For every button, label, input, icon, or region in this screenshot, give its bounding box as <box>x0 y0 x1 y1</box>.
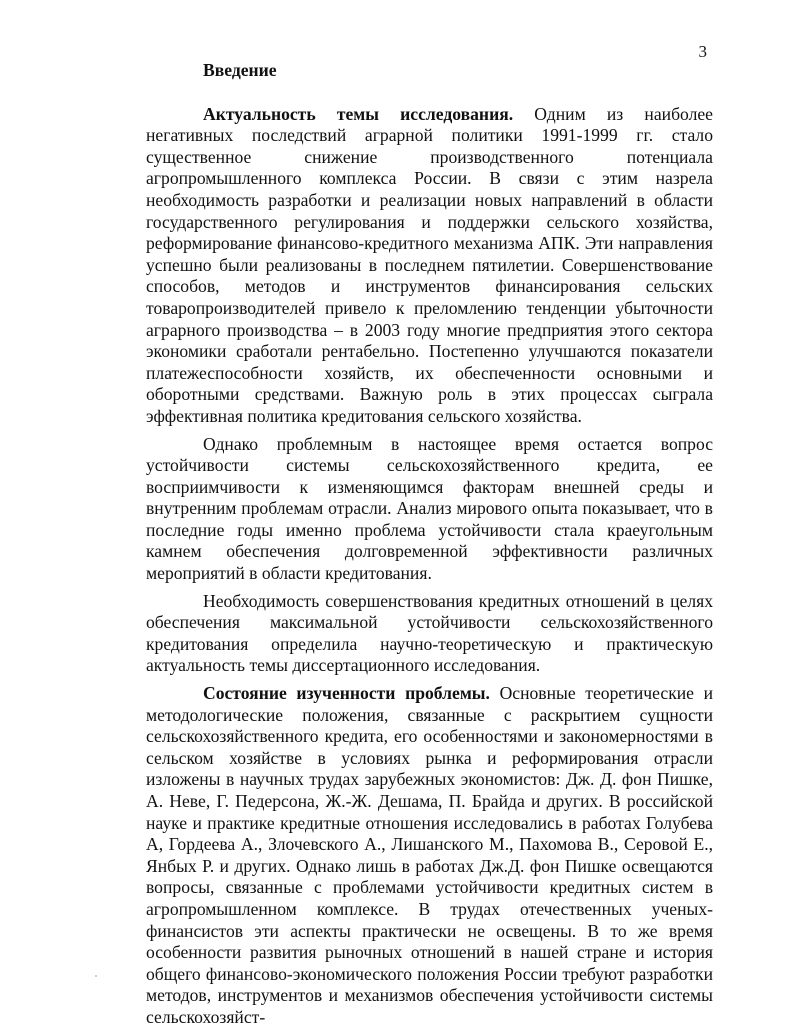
paragraph-relevance <box>146 104 713 428</box>
paragraph-lead: Актуальность темы исследования. <box>203 103 514 124</box>
page-number: 3 <box>698 42 707 61</box>
body-text <box>146 60 713 1035</box>
paragraph-lead: Состояние изученности проблемы. <box>203 683 490 704</box>
paragraph-text: Однако проблемным в настоящее время остается вопрос устойчивости системы сельскохозяйственного кредита, ее восприимчивости к изменяющимся факторам внешней среды и внутренним проблемам отрасли. Анализ мирового опыта показывает, что в последние годы именно проблема устойчивости стала краеугольным камнем обеспечения долговременной эффективности различных мероприятий в области кредитования. <box>146 433 713 584</box>
paragraph-necessity <box>146 591 713 677</box>
paragraph-text: Одним из наиболее негативных последствий аграрной политики 1991-1999 гг. стало существенное снижение производственного потенциала агропромышленного комплекса России. В связи с этим назрела необходимость разработки и реализации новых направлений в области государственного регулирования и поддержки сельского хозяйства, реформирование финансово-кредитного механизма АПК. Эти направления успешно были реализованы в последнем пятилетии. Совершенствование способов, методов и инструментов финансирования сельских товаропроизводителей привело к преломлению тенденции убыточности аграрного производства – в 2003 году многие предприятия этого сектора экономики сработали рентабельно. Постепенно улучшаются показатели платежеспособности хозяйств, их обеспеченности основными и оборотными средствами. Важную роль в этих процессах сыграла эффективная политика кредитования сельского хозяйства. <box>146 103 713 426</box>
section-heading: Введение <box>203 60 277 80</box>
paragraph-state-of-research <box>146 683 713 1029</box>
paragraph-text: Основные теоретические и методологические положения, связанные с раскрытием сущности сельскохозяйственного кредита, его особенностями и закономерностями в сельском хозяйстве в условиях рынка и реформирования отрасли изложены в научных трудах зарубежных экономистов: Дж. Д. фон Пишке, А. Неве, Г. Педерсона, Ж.-Ж. Дешама, П. Брайда и других. В российской науке и практике кредитные отношения исследовались в работах Голубева А, Гордеева А., Злочевского А., Лишанского М., Пахомова В., Серовой Е., Янбых Р. и других. Однако лишь в работах Дж.Д. фон Пишке освещаются вопросы, связанные с проблемами устойчивости кредитных систем в агропромышленном комплексе. В трудах отечественных ученых-финансистов эти аспекты практически не освещены. В то же время особенности развития рыночных отношений в нашей стране и история общего финансово-экономического положения России требуют разработки методов, инструментов и механизмов обеспечения устойчивости системы сельскохозяйст- <box>146 683 714 1027</box>
scan-speck <box>95 975 97 977</box>
paragraph-problem <box>146 434 713 585</box>
paragraph-text: Необходимость совершенствования кредитных отношений в целях обеспечения максимальной устойчивости сельскохозяйственного кредитования определила научно-теоретическую и практическую актуальность темы диссертационного исследования. <box>146 590 713 676</box>
